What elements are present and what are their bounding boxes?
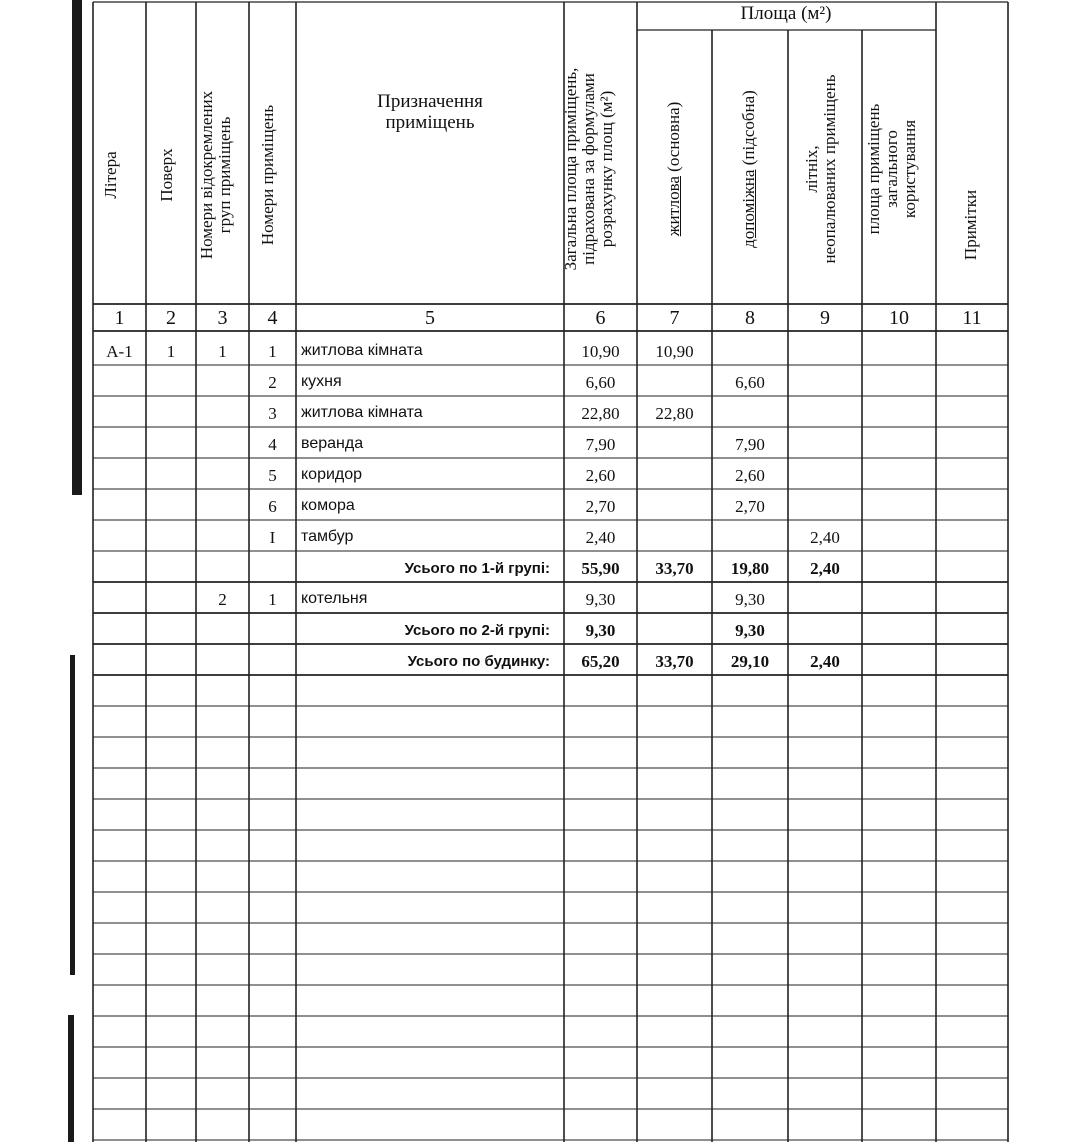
header-notes: Примітки bbox=[961, 189, 980, 261]
header-total-area: Загальна площа приміщень, підрахована за формулами розрахунку площ (м²) bbox=[561, 67, 616, 271]
column-number: 7 bbox=[669, 307, 680, 329]
cell-room-name: комора bbox=[301, 497, 355, 514]
cell-aux-area: 7,90 bbox=[735, 435, 765, 454]
cell-total-area: 65,20 bbox=[581, 652, 620, 671]
cell-room-name: котельня bbox=[301, 590, 368, 607]
cell-aux-area: 9,30 bbox=[735, 590, 765, 609]
header-group-numbers: Номери відокремлених груп приміщень bbox=[197, 90, 234, 260]
cell-total-area: 9,30 bbox=[585, 621, 616, 640]
cell-summer-area: 2,40 bbox=[810, 652, 840, 671]
cell-living-area: 33,70 bbox=[655, 559, 694, 578]
cell-room-name: житлова кімната bbox=[301, 342, 423, 359]
column-number: 10 bbox=[889, 307, 909, 329]
cell-room-number: 4 bbox=[268, 435, 277, 454]
column-number: 6 bbox=[595, 307, 606, 329]
cell-total-area: 22,80 bbox=[581, 404, 620, 423]
cell-room-number: 3 bbox=[268, 404, 277, 423]
cell-summer-area: 2,40 bbox=[810, 559, 840, 578]
cell-total-label: Усього по 2-й групі: bbox=[404, 622, 550, 639]
header-auxiliary-area: допоміжна (підсобна) bbox=[739, 90, 758, 248]
column-number: 4 bbox=[267, 307, 278, 329]
cell-litera: А-1 bbox=[106, 342, 133, 361]
cell-group: 1 bbox=[218, 342, 227, 361]
column-number: 5 bbox=[425, 307, 435, 329]
header-litera: Літера bbox=[101, 151, 120, 199]
cell-aux-area: 9,30 bbox=[735, 621, 765, 640]
cell-aux-area: 19,80 bbox=[730, 559, 770, 578]
column-number: 1 bbox=[114, 307, 125, 329]
cell-total-area: 10,90 bbox=[581, 342, 620, 361]
cell-total-label: Усього по 1-й групі: bbox=[404, 560, 550, 577]
cell-living-area: 10,90 bbox=[655, 342, 694, 361]
header-floor: Поверх bbox=[157, 148, 176, 202]
cell-aux-area: 2,60 bbox=[735, 466, 765, 485]
column-number: 11 bbox=[962, 307, 982, 329]
column-number: 9 bbox=[820, 307, 830, 329]
cell-summer-area: 2,40 bbox=[810, 528, 840, 547]
cell-living-area: 22,80 bbox=[655, 404, 694, 423]
cell-room-name: веранда bbox=[301, 435, 364, 452]
cell-total-area: 55,90 bbox=[581, 559, 620, 578]
area-group-header: Площа (м²) bbox=[740, 3, 832, 24]
cell-total-area: 9,30 bbox=[585, 590, 616, 609]
cell-room-number: 1 bbox=[268, 590, 277, 609]
cell-room-number: 2 bbox=[268, 373, 277, 392]
cell-aux-area: 6,60 bbox=[735, 373, 765, 392]
cell-total-area: 7,90 bbox=[585, 435, 616, 454]
column-number: 8 bbox=[745, 307, 755, 329]
cell-total-area: 2,60 bbox=[585, 466, 616, 485]
cell-total-area: 2,70 bbox=[585, 497, 616, 516]
cell-total-label: Усього по будинку: bbox=[407, 653, 550, 670]
cell-room-name: коридор bbox=[301, 466, 363, 483]
header-common-area: площа приміщень загального користування bbox=[864, 103, 919, 235]
cell-room-name: кухня bbox=[301, 373, 342, 390]
cell-room-number: I bbox=[269, 528, 276, 547]
cell-total-area: 6,60 bbox=[585, 373, 616, 392]
cell-aux-area: 29,10 bbox=[730, 652, 770, 671]
column-number: 3 bbox=[217, 307, 228, 329]
cell-room-name: житлова кімната bbox=[301, 404, 423, 421]
column-number: 2 bbox=[166, 307, 176, 329]
header-summer-area: літніх, неопалюваних приміщень bbox=[802, 74, 839, 264]
cell-room-name: тамбур bbox=[301, 528, 354, 545]
cell-room-number: 1 bbox=[268, 342, 277, 361]
cell-group: 2 bbox=[218, 590, 227, 609]
cell-living-area: 33,70 bbox=[655, 652, 694, 671]
header-room-purpose: Призначення приміщень bbox=[377, 91, 483, 133]
cell-room-number: 5 bbox=[268, 466, 277, 485]
header-living-area: житлова (основна) bbox=[664, 101, 683, 237]
cell-aux-area: 2,70 bbox=[735, 497, 765, 516]
cell-floor: 1 bbox=[166, 342, 176, 361]
cell-total-area: 2,40 bbox=[585, 528, 616, 547]
header-room-numbers: Номери приміщень bbox=[258, 104, 277, 246]
cell-room-number: 6 bbox=[268, 497, 277, 516]
